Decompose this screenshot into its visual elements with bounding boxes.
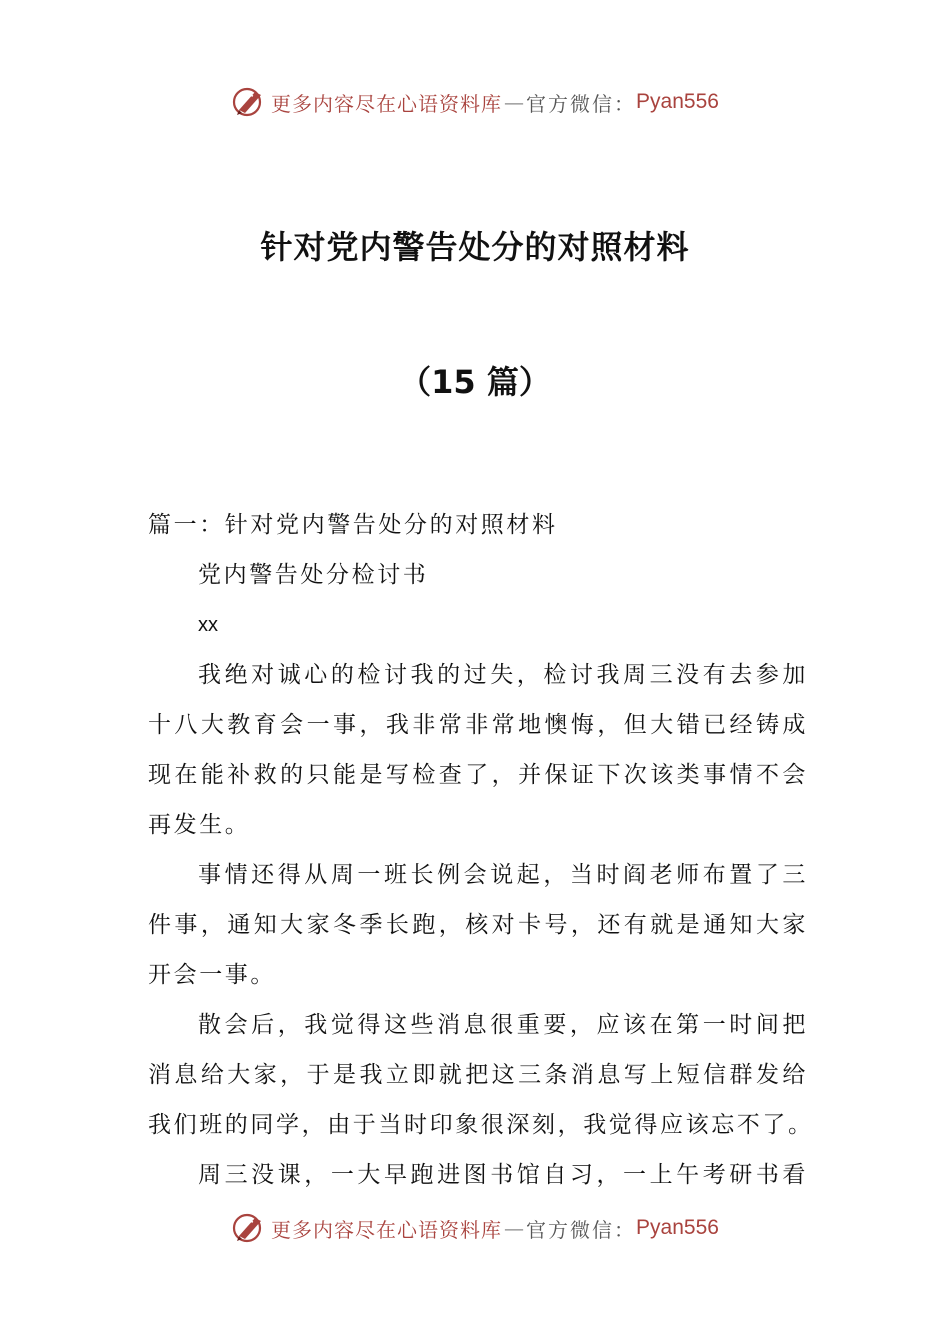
banner-dash: — — [504, 90, 525, 114]
document-subtitle: （15 篇） — [399, 363, 551, 401]
document-title: 针对党内警告处分的对照材料 — [260, 228, 690, 266]
banner-wechat-id: Pyan556 — [636, 1216, 719, 1239]
paragraph-line: 再发生。 — [148, 812, 251, 838]
paragraph-line: 事情还得从周一班长例会说起，当时阎老师布置了三 — [198, 862, 808, 888]
pen-logo-icon — [231, 1210, 267, 1246]
letter-title: 党内警告处分检讨书 — [198, 562, 429, 588]
banner-brand-text: 更多内容尽在心语资料库 — [271, 1217, 503, 1242]
paragraph-line: 周三没课，一大早跑进图书馆自习，一上午考研书看 — [198, 1162, 808, 1188]
header-banner — [0, 82, 950, 122]
paragraph-line: 消息给大家，于是我立即就把这三条消息写上短信群发给 — [148, 1062, 808, 1088]
section-heading: 篇一：针对党内警告处分的对照材料 — [148, 512, 558, 538]
paragraph-line: 现在能补救的只能是写检查了，并保证下次该类事情不会 — [148, 762, 808, 788]
paragraph-line: 件事，通知大家冬季长跑，核对卡号，还有就是通知大家 — [148, 912, 808, 938]
paragraph-line: 我们班的同学，由于当时印象很深刻，我觉得应该忘不了。 — [148, 1112, 814, 1138]
banner-dash: — — [504, 1216, 525, 1240]
document-body — [148, 500, 814, 1200]
banner-brand-text: 更多内容尽在心语资料库 — [271, 91, 503, 116]
pen-logo-icon — [231, 84, 267, 120]
banner-wechat-id: Pyan556 — [636, 90, 719, 113]
paragraph-line: 我绝对诚心的检讨我的过失，检讨我周三没有去参加 — [198, 662, 808, 688]
banner-official-label: 官方微信： — [526, 91, 637, 116]
footer-banner — [0, 1208, 950, 1248]
banner-official-label: 官方微信： — [526, 1217, 637, 1242]
paragraph-line: 开会一事。 — [148, 962, 276, 988]
paragraph-line: 散会后，我觉得这些消息很重要，应该在第一时间把 — [198, 1012, 808, 1038]
salutation: xx — [198, 614, 218, 636]
paragraph-line: 十八大教育会一事，我非常非常地懊悔，但大错已经铸成 — [148, 712, 808, 738]
